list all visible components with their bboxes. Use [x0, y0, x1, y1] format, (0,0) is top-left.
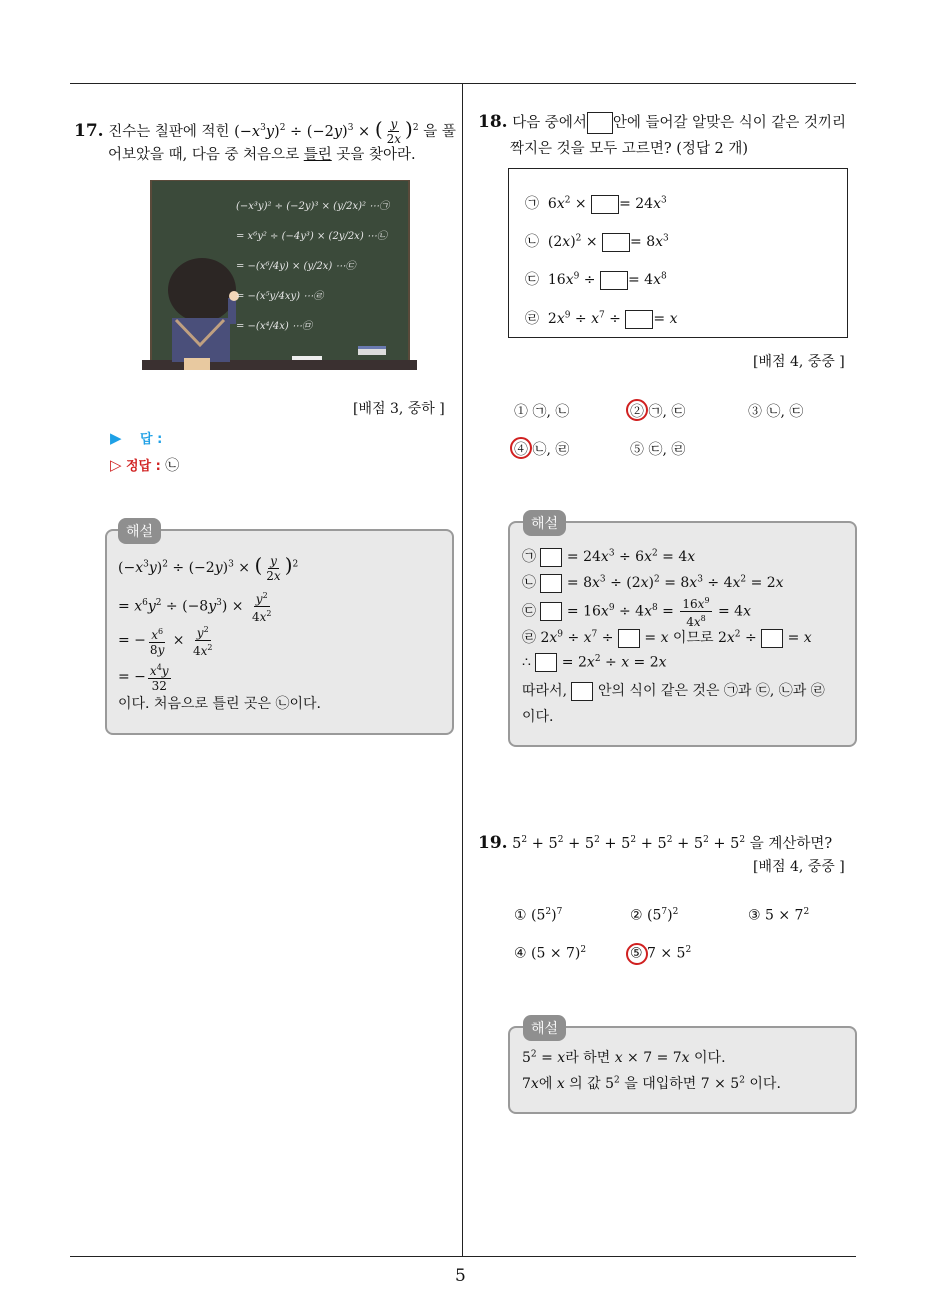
q19-option-5-mark: ⑤	[630, 945, 643, 962]
q17-answer-label: 답 :	[140, 432, 163, 447]
q18-solution-tag: 해설	[523, 510, 566, 536]
q19-option-4-mark: ④	[514, 945, 527, 962]
q19-option-1[interactable]: ① $(5^2)^7$	[514, 907, 563, 924]
blank-box	[625, 310, 653, 329]
q18-question-line2: 짝지은 것을 모두 고르면? (정답 2 개)	[510, 141, 749, 157]
outline-arrow-icon: ▷	[110, 456, 122, 474]
blank-box	[535, 653, 557, 672]
q17-number: 17.	[74, 120, 104, 141]
q19-sol-line2: 7x에 x 의 값 $5^2$ 을 대입하면 $7 \times 5^2$ 이다.	[522, 1075, 781, 1092]
q17-text-underlined: 틀린	[303, 147, 332, 163]
q19-option-2-mark: ②	[630, 907, 643, 924]
q19-option-5[interactable]: ⑤ $7 \times 5^2$	[630, 945, 692, 962]
q18-selected-ring-4	[510, 437, 532, 459]
q18-sol-line4-mid: 이므로	[672, 630, 714, 646]
q19-option-1-mark: ①	[514, 907, 527, 924]
q18-choice-a: ㉠ $6x^2$ × = $24x^3$	[525, 195, 667, 212]
q18-choice-b: ㉡ $(2x)^2$ × = $8x^3$	[525, 233, 669, 250]
q19-score: [배점 4, 중중 ]	[753, 859, 845, 875]
q17-correct-label: 정답 :	[126, 459, 161, 474]
q19-sol1-a: 라 하면	[565, 1050, 611, 1066]
q18-sol-marker-c: ㉢	[522, 603, 536, 620]
q17-sol-step3: = − $\frac{x^6}{8y}$ × $\frac{y^2}{4x^2}$	[118, 625, 213, 658]
q18-option-1[interactable]	[514, 401, 569, 421]
q18-text-a: 다음 중에서	[512, 115, 587, 131]
q18-text-b: 안에 들어갈 알맞은 식이 같은 것끼리	[612, 115, 846, 131]
q18-choice-d: ㉣ $2x^9 \div x^7$ ÷ = x	[525, 310, 678, 327]
q19-number: 19.	[478, 832, 508, 853]
board-equations	[236, 192, 389, 342]
q18-sol-marker-d: ㉣	[522, 630, 536, 646]
q17-score: [배점 3, 중하 ]	[353, 401, 445, 417]
column-divider	[462, 84, 463, 1257]
q17-correct-row	[110, 455, 179, 475]
q18-choice-a-marker: ㉠	[525, 196, 539, 212]
q18-option-5-text: ㉢, ㉣	[648, 442, 686, 458]
q19-option-3-mark: ③	[748, 907, 761, 924]
q18-choice-d-marker: ㉣	[525, 311, 539, 327]
q17-sol-step1: $(-x^3y)^2 \div (-2y)^3$ × ( $\frac{y}{2x}$ )$^2$	[118, 553, 299, 583]
q19-sol2-a: 에	[538, 1076, 553, 1092]
q17-text-b: 을 풀	[423, 123, 456, 140]
board-line-4: = −(x⁵y/4xy) ⋯㉣	[236, 291, 324, 302]
q19-option-2[interactable]: ② $(5^7)^2$	[630, 907, 679, 924]
q18-choice-b-marker: ㉡	[525, 234, 539, 250]
q19-question: 19. $5^2 + 5^2 + 5^2 + 5^2 + 5^2 + 5^2 + 5^2$ 을 계산하면?	[478, 832, 833, 853]
q19-text-a: 을 계산하면?	[749, 835, 833, 852]
q18-sol-conclusion-b: 안의 식이 같은 것은 ㉠과 ㉢, ㉡과 ㉣	[597, 683, 825, 699]
q18-option-4-text: ㉡, ㉣	[532, 442, 570, 458]
q17-question-line2	[108, 140, 416, 170]
q17-sol-step4: = − $\frac{x^4y}{32}$	[118, 663, 169, 693]
page-number: 5	[455, 1266, 466, 1286]
blank-box	[540, 548, 562, 567]
q18-number: 18.	[478, 112, 508, 132]
board-line-2: = x⁶y² ÷ (−4y³) × (2y/2x) ⋯㉡	[236, 231, 387, 242]
top-rule	[70, 83, 856, 84]
q17-text-d: 곳을 찾아라.	[336, 147, 416, 163]
q19-sol-line1: $5^2 = x$라 하면 x × 7 = 7x 이다.	[522, 1049, 726, 1066]
q19-option-3[interactable]: ③ $5 \times 7^2$	[748, 907, 810, 924]
q18-choice-c: ㉢ $16x^9$ ÷ = $4x^8$	[525, 271, 667, 288]
q18-sol-marker-b: ㉡	[522, 575, 536, 591]
blank-box	[540, 602, 562, 621]
blank-box	[587, 112, 613, 134]
q18-sol-line3: ㉢ = $16x^9 \div 4x^8$ = $\frac{16x^9}{4x^8}$ = 4x	[522, 596, 751, 629]
q18-sol-line5: ∴ = $2x^2 \div x = 2x$	[522, 653, 667, 671]
q18-sol-line2: ㉡ = $8x^3 \div (2x)^2 = 8x^3 \div 4x^2 = 2x$	[522, 574, 784, 591]
q19-solution-tag: 해설	[523, 1015, 566, 1041]
q18-option-3-mark: ③	[748, 404, 762, 420]
q19-sol2-c: 을 대입하면	[624, 1076, 697, 1092]
q17-answer-row	[110, 428, 162, 447]
play-arrow-icon: ▶	[110, 429, 122, 447]
q18-choice-c-marker: ㉢	[525, 272, 539, 288]
board-line-5: = −(x⁴/4x) ⋯㉤	[236, 321, 312, 332]
q18-sol-conclusion-a: 따라서,	[522, 683, 568, 699]
q18-option-5[interactable]	[630, 439, 685, 459]
q18-option-1-mark: ①	[514, 404, 528, 420]
board-line-3: = −(x⁶/4y) × (y/2x) ⋯㉢	[236, 261, 356, 272]
q18-sol-marker-a: ㉠	[522, 549, 536, 565]
q19-option-4[interactable]: ④ $(5 \times 7)^2$	[514, 945, 587, 962]
q18-sol-line4: ㉣ $2x^9 \div x^7$ ÷ = x 이므로 $2x^2$ ÷ = x	[522, 629, 812, 646]
q18-option-1-text: ㉠, ㉡	[532, 404, 570, 420]
q18-sol-line6	[522, 680, 825, 701]
q17-expression: $(-x^3y)^2 \div (-2y)^3$ × ( $\frac{y}{2x}$ )$^2$	[234, 116, 419, 147]
blank-box	[591, 195, 619, 214]
q19-sol2-d: 이다.	[749, 1076, 781, 1092]
q17-sol-conclusion: 이다. 처음으로 틀린 곳은 ㉡이다.	[118, 696, 321, 712]
bottom-rule	[70, 1256, 856, 1257]
q18-option-2-mark: ②	[630, 404, 644, 420]
q19-sol2-b: 의 값	[569, 1076, 601, 1092]
q19-sol1-b: 이다.	[694, 1050, 726, 1066]
q17-text-c: 어보았을 때, 다음 중 처음으로	[108, 147, 300, 163]
blank-box	[571, 682, 593, 701]
board-line-1: (−x³y)² ÷ (−2y)³ × (y/2x)² ⋯㉠	[236, 201, 390, 212]
q17-solution-tag: 해설	[118, 518, 161, 544]
q18-option-2-text: ㉠, ㉢	[648, 404, 686, 420]
blank-box	[600, 271, 628, 290]
q18-sol-conclusion-c: 이다.	[522, 709, 554, 725]
q17-sol-step2: = $x^6y^2 \div (-8y^3)$ × $\frac{y^2}{4x^2}$	[118, 591, 272, 624]
q18-sol-line1: ㉠ = $24x^3 \div 6x^2 = 4x$	[522, 548, 696, 565]
q18-option-3-text: ㉡, ㉢	[766, 404, 804, 420]
blank-box	[618, 629, 640, 648]
q17-text-a: 진수는 칠판에 적힌	[108, 123, 230, 140]
q18-score: [배점 4, 중중 ]	[753, 354, 845, 370]
q19-selected-ring-5	[626, 943, 648, 965]
q18-selected-ring-2	[626, 399, 648, 421]
q18-option-4-mark: ④	[514, 442, 528, 458]
q18-option-5-mark: ⑤	[630, 442, 644, 458]
blank-box	[540, 574, 562, 593]
blank-box	[602, 233, 630, 252]
blank-box	[761, 629, 783, 648]
q17-correct-value: ㉡	[165, 458, 180, 474]
q18-option-3[interactable]	[748, 401, 803, 421]
